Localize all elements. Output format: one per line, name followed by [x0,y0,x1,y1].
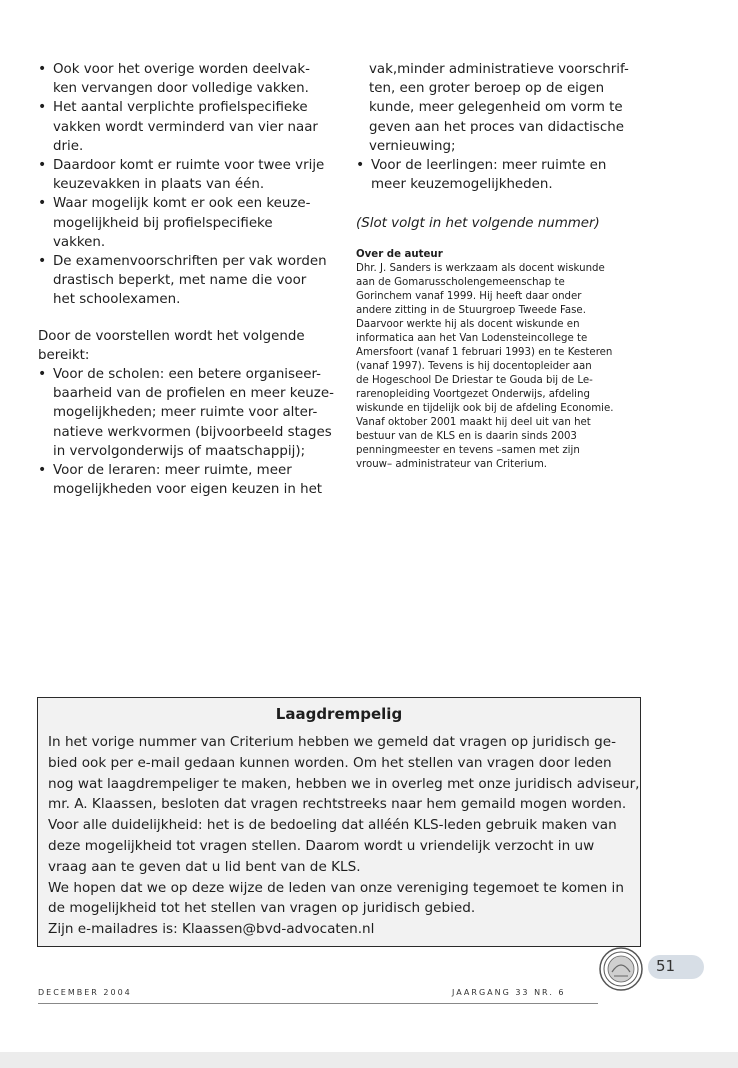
author-bio-line: (vanaf 1997). Tevens is hij docentopleider aan [356,360,592,372]
author-bio-line: Daarvoor werkte hij als docent wiskunde en [356,318,580,330]
list-item-line: • Daardoor komt er ruimte voor twee vrije [53,158,325,174]
author-bio-line: Amersfoort (vanaf 1 februari 1993) en te Kesteren [356,346,613,358]
list-item-line: ken vervangen door volledige vakken. [53,81,309,97]
list-item-line: mogelijkheden; meer ruimte voor alter- [53,405,318,421]
footer-rule [38,1003,598,1004]
notice-email-line: Zijn e-mailadres is: Klaassen@bvd-advocaten.nl [48,921,375,938]
list-item-line: mogelijkheden voor eigen keuzen in het [53,482,323,498]
right-column [356,60,638,472]
left-column [38,60,338,499]
continuation-line: kunde, meer gelegenheid om vorm te [369,100,623,116]
author-bio-line: de Hogeschool De Driestar te Gouda bij de Le- [356,374,593,386]
list-item-line: vakken. [53,234,106,250]
author-bio-line: informatica aan het Van Lodensteincollege te [356,332,588,344]
continuation-line: geven aan het proces van didactische [369,119,624,135]
list-item-line: mogelijkheid bij profielspecifieke [53,215,273,231]
list-item [38,365,338,461]
author-bio [356,262,638,472]
list-item-line: • Ook voor het overige worden deelvak- [53,62,310,77]
notice-line: vraag aan te geven dat u lid bent van de KLS. [48,858,361,875]
list-item-line: drastisch beperkt, met name die voor [53,273,307,289]
list-item-line: meer keuzemogelijkheden. [371,177,553,193]
notice-box [37,697,641,947]
author-bio-line: penningmeester en tevens –samen met zijn [356,444,580,456]
continuation-line: vak,minder administratieve voorschrif- [369,62,629,77]
list-item-line: • Voor de leraren: meer ruimte, meer [53,463,292,479]
list-item-line: vakken wordt verminderd van vier naar [53,119,318,135]
intro-paragraph [38,327,338,365]
list-item [38,194,338,252]
list-item [356,156,638,194]
seal-emblem-icon [598,946,644,992]
continuation-line: ten, een groter beroep op de eigen [369,81,605,97]
intro-line: bereikt: [38,347,90,363]
author-bio-line: bestuur van de KLS en is daarin sinds 2003 [356,430,577,442]
continuation-line: vernieuwing; [369,138,456,154]
list-item-line: • Voor de scholen: een betere organiseer- [53,367,321,383]
author-bio-line: Dhr. J. Sanders is werkzaam als docent wiskunde [356,262,605,274]
list-item-line: • Waar mogelijk komt er ook een keuze- [53,196,311,212]
list-item [38,156,338,194]
bullet-list-bottom [38,365,338,499]
spacer [38,310,338,327]
list-item-line: het schoolexamen. [53,292,181,308]
intro-line: Door de voorstellen wordt het volgende [38,328,305,344]
list-item-line: drie. [53,138,84,154]
continuation-text [356,60,638,156]
author-bio-line: Vanaf oktober 2001 maakt hij deel uit van het [356,416,591,428]
list-item-line: baarheid van de profielen en meer keuze- [53,386,334,402]
list-item [38,461,338,499]
notice-line: deze mogelijkheid tot vragen stellen. Daarom wordt u vriendelijk verzocht in uw [48,837,595,854]
notice-line: bied ook per e-mail gedaan kunnen worden. Om het stellen van vragen door leden [48,754,612,771]
notice-line: de mogelijkheid tot het stellen van vragen op juridisch gebied. [48,900,476,917]
author-bio-line: wiskunde en tijdelijk ook bij de afdeling Economie. [356,402,614,414]
author-bio-line: aan de Gomarusscholengemeenschap te [356,276,565,288]
notice-line: Voor alle duidelijkheid: het is de bedoeling dat alléén KLS-leden gebruik maken van [48,817,617,834]
notice-line: mr. A. Klaassen, besloten dat vragen rechtstreeks naar hem gemaild mogen worden. [48,796,627,813]
bullet-list-right [356,156,638,194]
notice-line: nog wat laagdrempeliger te maken, hebben we in overleg met onze juridisch adviseur, [48,775,640,792]
list-item [38,98,338,156]
list-item-line: • Het aantal verplichte profielspecifieke [53,100,308,116]
notice-line: We hopen dat we op deze wijze de leden van onze vereniging tegemoet te komen in [48,879,624,896]
footer-issue: JAARGANG 33 NR. 6 [452,988,566,997]
author-bio-line: rarenopleiding Voortgezet Onderwijs, afdeling [356,388,590,400]
author-bio-line: vrouw– administrateur van Criterium. [356,458,547,470]
notice-line: In het vorige nummer van Criterium hebben we gemeld dat vragen op juridisch ge- [48,734,616,750]
author-heading: Over de auteur [356,248,443,260]
author-bio-line: andere zitting in de Stuurgroep Tweede Fase. [356,304,586,316]
notice-title: Laagdrempelig [275,705,403,723]
list-item-line: natieve werkvormen (bijvoorbeeld stages [53,424,332,440]
list-item-line: • Voor de leerlingen: meer ruimte en [371,158,607,174]
list-item-line: • De examenvoorschriften per vak worden [53,254,327,270]
list-item-line: in vervolgonderwijs of maatschappij); [53,443,306,459]
list-item-line: keuzevakken in plaats van één. [53,177,265,193]
list-item [38,252,338,310]
scan-edge [0,1052,738,1068]
bullet-list-top [38,60,338,310]
author-bio-line: Gorinchem vanaf 1999. Hij heeft daar onder [356,290,582,302]
list-item [38,60,338,98]
continued-note: (Slot volgt in het volgende nummer) [356,216,600,232]
page-number: 51 [656,957,676,975]
footer-date: DECEMBER 2004 [38,988,132,997]
